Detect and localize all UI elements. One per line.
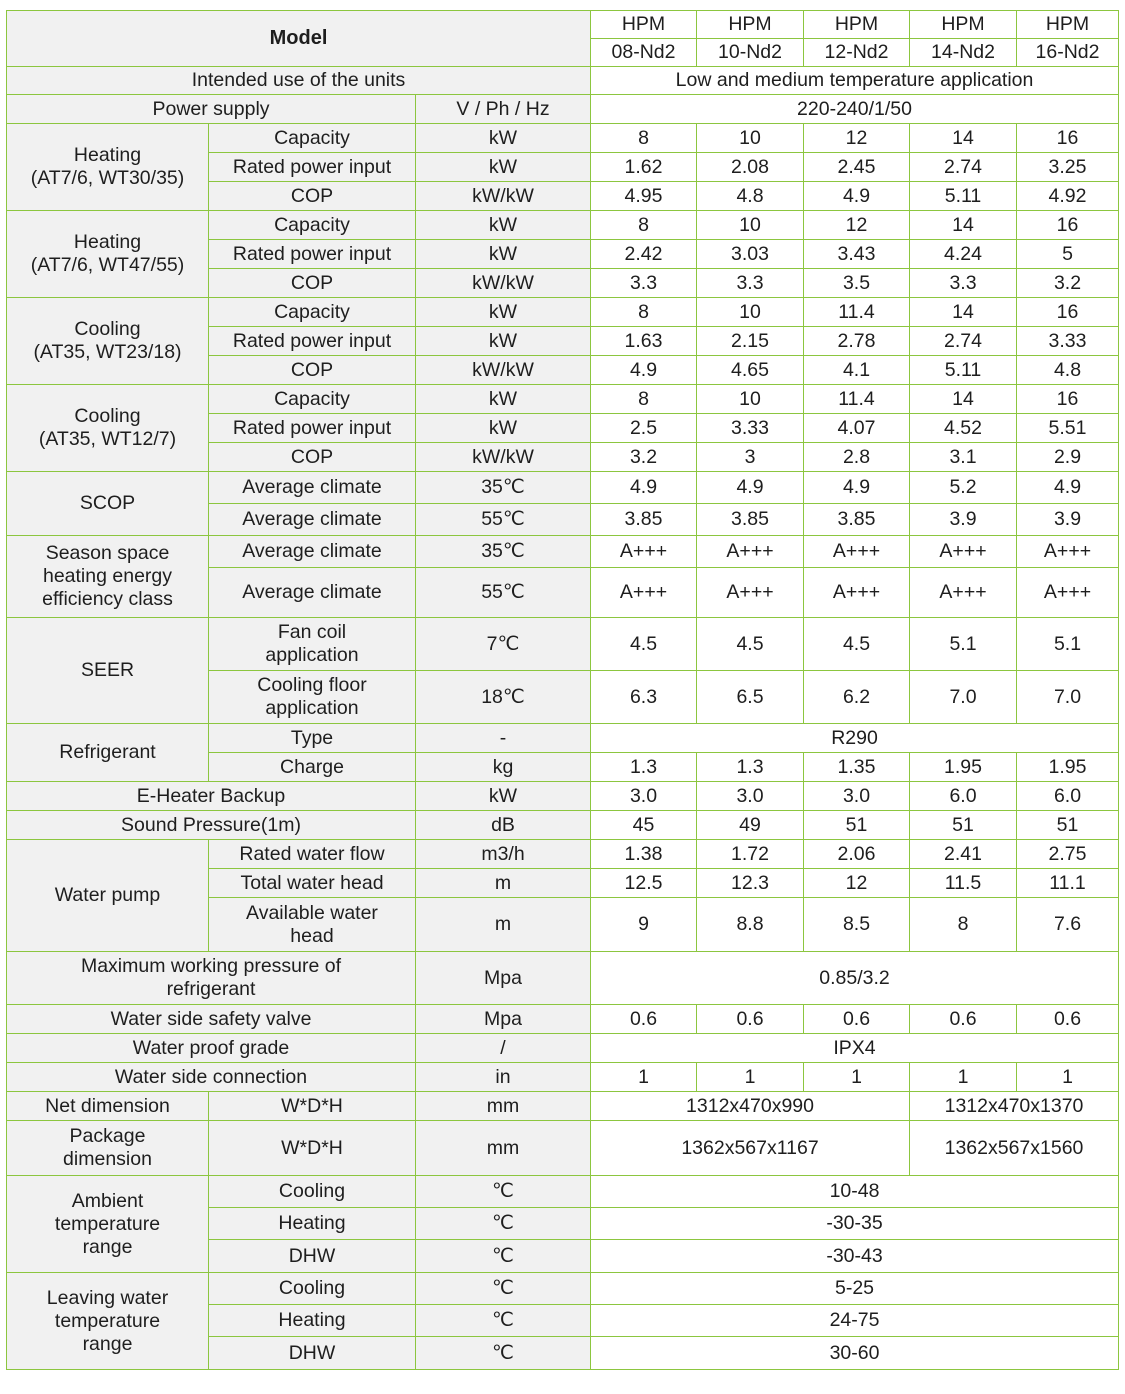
value-cell: 3.85 — [591, 504, 697, 536]
unit-cell: 35℃ — [416, 472, 591, 504]
value-cell: 3.33 — [1017, 327, 1119, 356]
unit-cell: kW — [416, 327, 591, 356]
row-label: COP — [209, 443, 416, 472]
value-cell-merged: 24-75 — [591, 1305, 1119, 1337]
unit-cell: kW — [416, 240, 591, 269]
value-cell: 51 — [804, 811, 910, 840]
value-cell: 14 — [910, 385, 1017, 414]
model-suffix-2: 12-Nd2 — [804, 39, 910, 67]
row-label: Sound Pressure(1m) — [7, 811, 416, 840]
value-cell: 0.6 — [804, 1005, 910, 1034]
value-cell: 0.6 — [1017, 1005, 1119, 1034]
value-cell: 7.0 — [1017, 671, 1119, 724]
value-cell: 2.78 — [804, 327, 910, 356]
value-cell: 1 — [910, 1063, 1017, 1092]
value-cell: 1 — [1017, 1063, 1119, 1092]
unit-cell: m — [416, 898, 591, 952]
value-cell: 1.62 — [591, 153, 697, 182]
value-cell: 8 — [591, 124, 697, 153]
row-label: Cooling — [209, 1273, 416, 1305]
row-label: Cooling — [209, 1176, 416, 1208]
value-cell: 3.0 — [697, 782, 804, 811]
spec-row — [7, 782, 1119, 811]
spec-row — [7, 211, 1119, 240]
value-cell: 12.5 — [591, 869, 697, 898]
unit-cell: kg — [416, 753, 591, 782]
spec-row — [7, 1092, 1119, 1121]
row-label: Capacity — [209, 124, 416, 153]
value-cell: 0.6 — [697, 1005, 804, 1034]
value-cell: 2.75 — [1017, 840, 1119, 869]
value-cell: 4.95 — [591, 182, 697, 211]
unit-cell: kW — [416, 124, 591, 153]
value-cell-merged: 5-25 — [591, 1273, 1119, 1305]
value-cell: 2.42 — [591, 240, 697, 269]
row-label: Available water head — [209, 898, 416, 952]
unit-cell: 7℃ — [416, 618, 591, 671]
spec-row — [7, 952, 1119, 1005]
spec-row — [7, 840, 1119, 869]
value-cell: 2.08 — [697, 153, 804, 182]
spec-row — [7, 67, 1119, 95]
value-cell: 2.74 — [910, 153, 1017, 182]
value-cell: 1.3 — [591, 753, 697, 782]
value-cell: 0.6 — [910, 1005, 1017, 1034]
unit-cell: m — [416, 869, 591, 898]
row-label: DHW — [209, 1240, 416, 1273]
unit-cell: ℃ — [416, 1305, 591, 1337]
row-label: COP — [209, 182, 416, 211]
value-cell-merged: -30-35 — [591, 1208, 1119, 1240]
value-cell: 5 — [1017, 240, 1119, 269]
value-cell: 1.35 — [804, 753, 910, 782]
row-label: COP — [209, 356, 416, 385]
spec-table-body — [7, 11, 1119, 1370]
spec-row — [7, 618, 1119, 671]
group-label: Ambient temperature range — [7, 1176, 209, 1273]
value-cell: 4.9 — [697, 472, 804, 504]
value-cell: 8 — [591, 211, 697, 240]
value-cell: A+++ — [591, 536, 697, 568]
value-cell: 6.0 — [910, 782, 1017, 811]
row-label: Charge — [209, 753, 416, 782]
value-cell: 4.9 — [591, 472, 697, 504]
value-cell-merged: IPX4 — [591, 1034, 1119, 1063]
model-row — [7, 11, 1119, 39]
unit-cell: 55℃ — [416, 504, 591, 536]
value-cell: 12 — [804, 124, 910, 153]
spec-row — [7, 298, 1119, 327]
value-cell-merged: 220-240/1/50 — [591, 95, 1119, 124]
value-cell-merged: 1312x470x990 — [591, 1092, 910, 1121]
unit-cell: kW/kW — [416, 269, 591, 298]
value-cell: 4.9 — [804, 182, 910, 211]
spec-row — [7, 385, 1119, 414]
row-label: Capacity — [209, 211, 416, 240]
value-cell: 12 — [804, 211, 910, 240]
value-cell: 4.9 — [591, 356, 697, 385]
value-cell: 1.63 — [591, 327, 697, 356]
value-cell: A+++ — [697, 536, 804, 568]
value-cell: 3.3 — [591, 269, 697, 298]
value-cell: 1.3 — [697, 753, 804, 782]
value-cell: 5.51 — [1017, 414, 1119, 443]
spec-row — [7, 124, 1119, 153]
unit-cell: kW — [416, 153, 591, 182]
model-suffix-0: 08-Nd2 — [591, 39, 697, 67]
row-label: Heating — [209, 1305, 416, 1337]
value-cell: 1 — [804, 1063, 910, 1092]
value-cell: 3.9 — [1017, 504, 1119, 536]
row-label: Average climate — [209, 568, 416, 618]
value-cell: 0.6 — [591, 1005, 697, 1034]
spec-row — [7, 811, 1119, 840]
value-cell: 2.74 — [910, 327, 1017, 356]
value-cell: 5.2 — [910, 472, 1017, 504]
group-label: Refrigerant — [7, 724, 209, 782]
value-cell: 3.0 — [804, 782, 910, 811]
value-cell: 10 — [697, 124, 804, 153]
row-label: Power supply — [7, 95, 416, 124]
value-cell-merged: 10-48 — [591, 1176, 1119, 1208]
row-label: W*D*H — [209, 1121, 416, 1176]
value-cell: 11.1 — [1017, 869, 1119, 898]
row-label: Average climate — [209, 472, 416, 504]
value-cell: 1.72 — [697, 840, 804, 869]
value-cell: 3.33 — [697, 414, 804, 443]
value-cell: 5.11 — [910, 182, 1017, 211]
row-label: W*D*H — [209, 1092, 416, 1121]
row-label: Water proof grade — [7, 1034, 416, 1063]
model-label: Model — [7, 11, 591, 67]
value-cell: 5.11 — [910, 356, 1017, 385]
unit-cell: kW — [416, 298, 591, 327]
value-cell: 4.5 — [697, 618, 804, 671]
row-label: Capacity — [209, 298, 416, 327]
value-cell: 4.65 — [697, 356, 804, 385]
value-cell: 3.25 — [1017, 153, 1119, 182]
value-cell: 3.2 — [1017, 269, 1119, 298]
value-cell: 8 — [910, 898, 1017, 952]
model-prefix-0: HPM — [591, 11, 697, 39]
value-cell: 6.0 — [1017, 782, 1119, 811]
value-cell: 3.3 — [910, 269, 1017, 298]
unit-cell: Mpa — [416, 952, 591, 1005]
value-cell: 10 — [697, 385, 804, 414]
unit-cell: mm — [416, 1121, 591, 1176]
value-cell: A+++ — [804, 536, 910, 568]
value-cell: 3.3 — [697, 269, 804, 298]
unit-cell: mm — [416, 1092, 591, 1121]
value-cell: 3 — [697, 443, 804, 472]
value-cell: 1 — [591, 1063, 697, 1092]
row-label: Fan coil application — [209, 618, 416, 671]
value-cell: 6.3 — [591, 671, 697, 724]
row-label: Rated power input — [209, 153, 416, 182]
value-cell: 3.43 — [804, 240, 910, 269]
value-cell: 4.5 — [804, 618, 910, 671]
unit-cell: kW/kW — [416, 182, 591, 211]
value-cell: 1 — [697, 1063, 804, 1092]
value-cell: A+++ — [910, 536, 1017, 568]
value-cell: 3.85 — [804, 504, 910, 536]
value-cell: 14 — [910, 211, 1017, 240]
value-cell: 4.9 — [1017, 472, 1119, 504]
row-label: Water side connection — [7, 1063, 416, 1092]
value-cell-merged: 30-60 — [591, 1337, 1119, 1370]
value-cell: 1.95 — [910, 753, 1017, 782]
model-suffix-1: 10-Nd2 — [697, 39, 804, 67]
value-cell: 45 — [591, 811, 697, 840]
unit-cell: dB — [416, 811, 591, 840]
spec-row — [7, 1005, 1119, 1034]
value-cell: 7.0 — [910, 671, 1017, 724]
value-cell: A+++ — [1017, 536, 1119, 568]
value-cell: 5.1 — [1017, 618, 1119, 671]
row-label: Heating — [209, 1208, 416, 1240]
value-cell: 16 — [1017, 385, 1119, 414]
value-cell: 4.92 — [1017, 182, 1119, 211]
spec-row — [7, 1121, 1119, 1176]
value-cell: 4.1 — [804, 356, 910, 385]
model-prefix-2: HPM — [804, 11, 910, 39]
group-label: Cooling (AT35, WT23/18) — [7, 298, 209, 385]
unit-cell: V / Ph / Hz — [416, 95, 591, 124]
value-cell: 7.6 — [1017, 898, 1119, 952]
value-cell: 16 — [1017, 124, 1119, 153]
row-label: Water side safety valve — [7, 1005, 416, 1034]
value-cell: 3.5 — [804, 269, 910, 298]
unit-cell: kW — [416, 211, 591, 240]
unit-cell: ℃ — [416, 1337, 591, 1370]
spec-row — [7, 1176, 1119, 1208]
unit-cell: ℃ — [416, 1176, 591, 1208]
value-cell: 4.8 — [1017, 356, 1119, 385]
unit-cell: - — [416, 724, 591, 753]
value-cell: 12.3 — [697, 869, 804, 898]
row-label: Cooling floor application — [209, 671, 416, 724]
value-cell: 2.8 — [804, 443, 910, 472]
value-cell: 4.5 — [591, 618, 697, 671]
value-cell: 16 — [1017, 211, 1119, 240]
spec-row — [7, 95, 1119, 124]
value-cell: 14 — [910, 124, 1017, 153]
value-cell-merged: Low and medium temperature application — [591, 67, 1119, 95]
value-cell: 2.45 — [804, 153, 910, 182]
value-cell: 5.1 — [910, 618, 1017, 671]
value-cell: 11.4 — [804, 385, 910, 414]
value-cell: 9 — [591, 898, 697, 952]
unit-cell: kW — [416, 782, 591, 811]
value-cell: 3.1 — [910, 443, 1017, 472]
value-cell: A+++ — [697, 568, 804, 618]
group-label: Season space heating energy efficiency class — [7, 536, 209, 618]
value-cell: 10 — [697, 211, 804, 240]
unit-cell: kW/kW — [416, 443, 591, 472]
unit-cell: ℃ — [416, 1273, 591, 1305]
value-cell: 8.8 — [697, 898, 804, 952]
group-label: SEER — [7, 618, 209, 724]
model-prefix-4: HPM — [1017, 11, 1119, 39]
value-cell: 11.5 — [910, 869, 1017, 898]
value-cell: 1.38 — [591, 840, 697, 869]
row-label: Average climate — [209, 504, 416, 536]
value-cell: 6.5 — [697, 671, 804, 724]
group-label: Package dimension — [7, 1121, 209, 1176]
spec-row — [7, 536, 1119, 568]
value-cell: 3.03 — [697, 240, 804, 269]
value-cell: 51 — [1017, 811, 1119, 840]
unit-cell: ℃ — [416, 1240, 591, 1273]
unit-cell: kW — [416, 385, 591, 414]
value-cell: 4.52 — [910, 414, 1017, 443]
row-label: Rated power input — [209, 240, 416, 269]
value-cell: A+++ — [804, 568, 910, 618]
value-cell-merged: 1312x470x1370 — [910, 1092, 1119, 1121]
value-cell: 11.4 — [804, 298, 910, 327]
unit-cell: ℃ — [416, 1208, 591, 1240]
model-suffix-3: 14-Nd2 — [910, 39, 1017, 67]
model-prefix-3: HPM — [910, 11, 1017, 39]
row-label: Rated power input — [209, 327, 416, 356]
value-cell: 2.15 — [697, 327, 804, 356]
group-label: Water pump — [7, 840, 209, 952]
row-label: Maximum working pressure of refrigerant — [7, 952, 416, 1005]
value-cell-merged: 1362x567x1560 — [910, 1121, 1119, 1176]
model-prefix-1: HPM — [697, 11, 804, 39]
value-cell: A+++ — [910, 568, 1017, 618]
row-label: Average climate — [209, 536, 416, 568]
row-label: Capacity — [209, 385, 416, 414]
unit-cell: 18℃ — [416, 671, 591, 724]
value-cell: 2.06 — [804, 840, 910, 869]
value-cell-merged: -30-43 — [591, 1240, 1119, 1273]
value-cell: 4.24 — [910, 240, 1017, 269]
row-label: Type — [209, 724, 416, 753]
group-label: Leaving water temperature range — [7, 1273, 209, 1370]
value-cell: 51 — [910, 811, 1017, 840]
unit-cell: m3/h — [416, 840, 591, 869]
value-cell: 2.9 — [1017, 443, 1119, 472]
value-cell: 8 — [591, 298, 697, 327]
value-cell: 4.07 — [804, 414, 910, 443]
unit-cell: Mpa — [416, 1005, 591, 1034]
spec-table — [6, 10, 1119, 1370]
value-cell-merged: 0.85/3.2 — [591, 952, 1119, 1005]
unit-cell: / — [416, 1034, 591, 1063]
value-cell: 4.8 — [697, 182, 804, 211]
group-label: SCOP — [7, 472, 209, 536]
row-label: E-Heater Backup — [7, 782, 416, 811]
row-label: Total water head — [209, 869, 416, 898]
row-label: Intended use of the units — [7, 67, 591, 95]
group-label: Heating (AT7/6, WT30/35) — [7, 124, 209, 211]
value-cell-merged: R290 — [591, 724, 1119, 753]
group-label: Heating (AT7/6, WT47/55) — [7, 211, 209, 298]
value-cell: 8 — [591, 385, 697, 414]
value-cell: 8.5 — [804, 898, 910, 952]
value-cell: 3.9 — [910, 504, 1017, 536]
row-label: DHW — [209, 1337, 416, 1370]
value-cell: 49 — [697, 811, 804, 840]
unit-cell: in — [416, 1063, 591, 1092]
value-cell: 10 — [697, 298, 804, 327]
value-cell: 2.5 — [591, 414, 697, 443]
value-cell: A+++ — [1017, 568, 1119, 618]
row-label: COP — [209, 269, 416, 298]
unit-cell: 35℃ — [416, 536, 591, 568]
spec-row — [7, 724, 1119, 753]
value-cell: A+++ — [591, 568, 697, 618]
value-cell: 12 — [804, 869, 910, 898]
row-label: Rated water flow — [209, 840, 416, 869]
group-label: Cooling (AT35, WT12/7) — [7, 385, 209, 472]
value-cell-merged: 1362x567x1167 — [591, 1121, 910, 1176]
model-suffix-4: 16-Nd2 — [1017, 39, 1119, 67]
value-cell: 4.9 — [804, 472, 910, 504]
unit-cell: kW — [416, 414, 591, 443]
value-cell: 14 — [910, 298, 1017, 327]
value-cell: 3.0 — [591, 782, 697, 811]
spec-row — [7, 1063, 1119, 1092]
unit-cell: 55℃ — [416, 568, 591, 618]
value-cell: 2.41 — [910, 840, 1017, 869]
group-label: Net dimension — [7, 1092, 209, 1121]
value-cell: 1.95 — [1017, 753, 1119, 782]
spec-row — [7, 472, 1119, 504]
value-cell: 16 — [1017, 298, 1119, 327]
value-cell: 3.85 — [697, 504, 804, 536]
spec-row — [7, 1273, 1119, 1305]
value-cell: 6.2 — [804, 671, 910, 724]
spec-row — [7, 1034, 1119, 1063]
value-cell: 3.2 — [591, 443, 697, 472]
unit-cell: kW/kW — [416, 356, 591, 385]
row-label: Rated power input — [209, 414, 416, 443]
